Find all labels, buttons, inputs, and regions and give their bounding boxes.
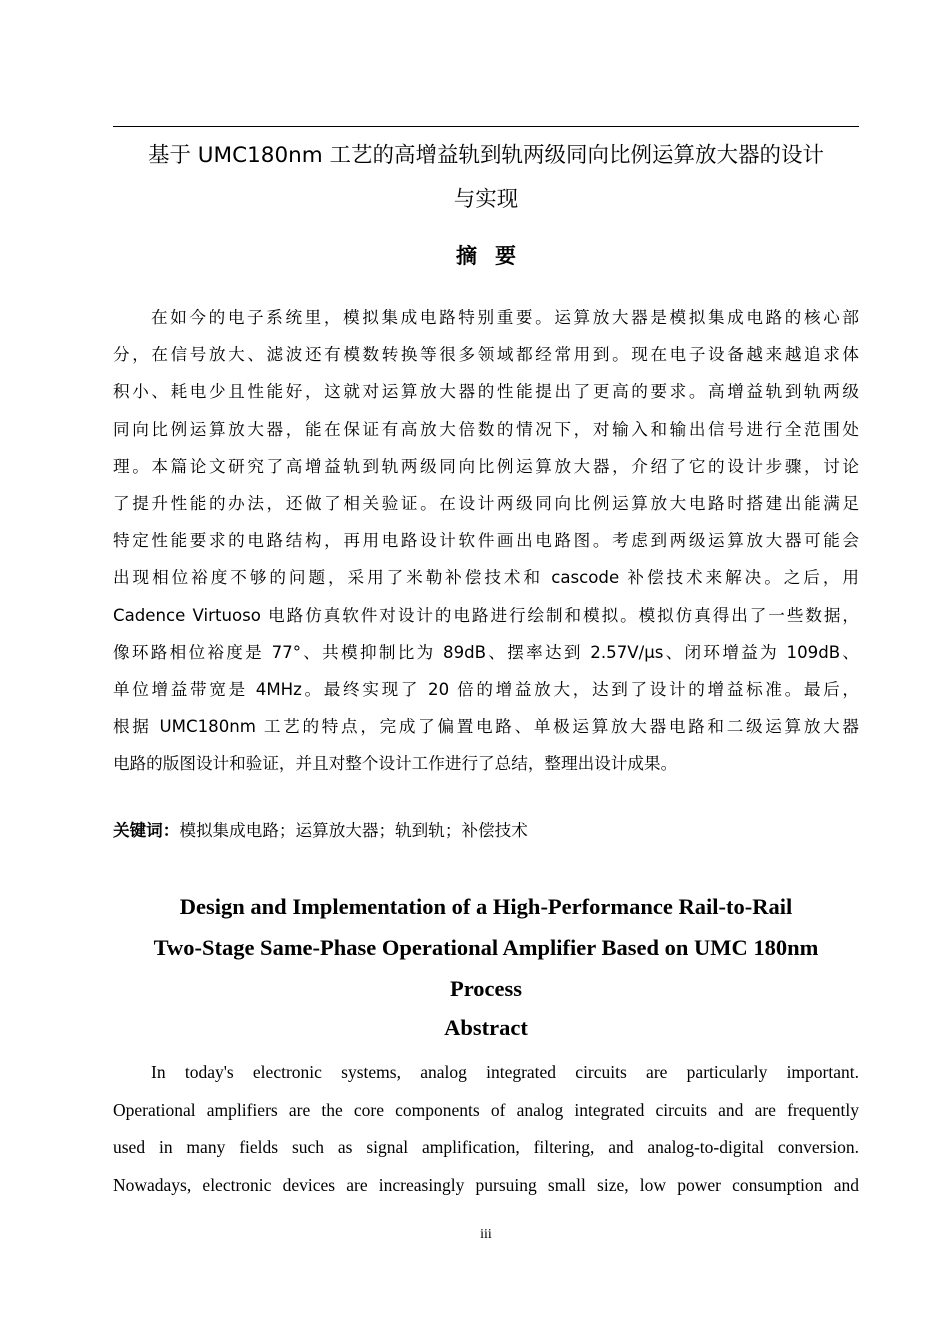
english-title-line-2: Two-Stage Same-Phase Operational Amplifier Based on UMC 180nm bbox=[153, 935, 819, 960]
keywords-label: 关键词： bbox=[113, 821, 180, 840]
chinese-abstract-line: 积小、耗电少且性能好，这就对运算放大器的性能提出了更高的要求。高增益轨到轨两级 bbox=[113, 382, 859, 402]
english-title-line-3: Process bbox=[449, 976, 523, 1001]
chinese-abstract-line: 像环路相位裕度是 77°、共模抑制比为 89dB、摆率达到 2.57V/μs、闭环增益为 109dB、 bbox=[113, 642, 859, 662]
chinese-abstract-line: 电路的版图设计和验证，并且对整个设计工作进行了总结，整理出设计成果。 bbox=[113, 754, 678, 774]
chinese-abstract-line: 理。本篇论文研究了高增益轨到轨两级同向比例运算放大器，介绍了它的设计步骤，讨论 bbox=[113, 456, 859, 476]
chinese-title-line-1: 基于 UMC180nm 工艺的高增益轨到轨两级同向比例运算放大器的设计 bbox=[147, 143, 825, 168]
chinese-abstract-line: 分，在信号放大、滤波还有模数转换等很多领域都经常用到。现在电子设备越来越追求体 bbox=[113, 345, 859, 365]
chinese-abstract-line: 特定性能要求的电路结构，再用电路设计软件画出电路图。考虑到两级运算放大器可能会 bbox=[113, 531, 859, 551]
chinese-abstract-line: 根据 UMC180nm 工艺的特点，完成了偏置电路、单极运算放大器电路和二级运算放大器 bbox=[113, 717, 859, 737]
english-title-line-1: Design and Implementation of a High-Performance Rail-to-Rail bbox=[179, 894, 793, 919]
chinese-abstract-line: 了提升性能的办法，还做了相关验证。在设计两级同向比例运算放大电路时搭建出能满足 bbox=[113, 493, 859, 513]
chinese-abstract-heading: 摘要 bbox=[456, 244, 534, 268]
chinese-abstract-body bbox=[113, 299, 859, 782]
english-abstract-body bbox=[113, 1054, 859, 1204]
chinese-title-line-2: 与实现 bbox=[453, 187, 519, 212]
english-abstract-heading: Abstract bbox=[444, 1015, 528, 1040]
english-abstract-line: Operational amplifiers are the core components of analog integrated circuits and are frequently bbox=[113, 1099, 859, 1120]
chinese-abstract-line: 同向比例运算放大器，能在保证有高放大倍数的情况下，对输入和输出信号进行全范围处 bbox=[113, 419, 859, 439]
chinese-abstract-line: 单位增益带宽是 4MHz。最终实现了 20 倍的增益放大，达到了设计的增益标准。最后， bbox=[113, 679, 859, 699]
english-abstract-line: Nowadays, electronic devices are increasingly pursuing small size, low power consumption and bbox=[113, 1174, 859, 1195]
chinese-abstract-line: 在如今的电子系统里，模拟集成电路特别重要。运算放大器是模拟集成电路的核心部 bbox=[151, 308, 859, 327]
english-title bbox=[113, 886, 859, 1009]
chinese-title bbox=[113, 134, 859, 222]
chinese-keywords bbox=[113, 816, 859, 846]
english-abstract-line: In today's electronic systems, analog integrated circuits are particularly important. bbox=[151, 1062, 859, 1082]
keywords-text: 模拟集成电路；运算放大器；轨到轨；补偿技术 bbox=[179, 821, 528, 840]
chinese-abstract-line: 出现相位裕度不够的问题，采用了米勒补偿技术和 cascode 补偿技术来解决。之后，用 bbox=[113, 568, 859, 588]
chinese-abstract-line: Cadence Virtuoso 电路仿真软件对设计的电路进行绘制和模拟。模拟仿真得出了一些数据， bbox=[113, 605, 859, 625]
page-number: iii bbox=[480, 1227, 492, 1242]
header-rule bbox=[113, 126, 859, 127]
english-abstract-line: used in many fields such as signal amplification, filtering, and analog-to-digital conversion. bbox=[113, 1137, 859, 1158]
